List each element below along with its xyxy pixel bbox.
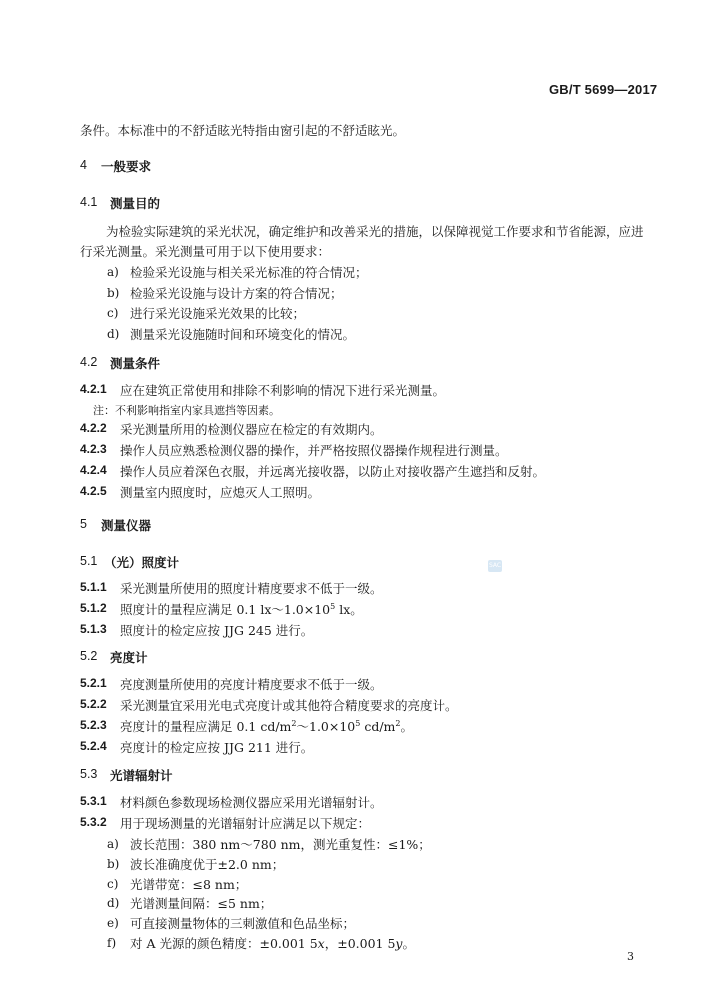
section-5-3-title: 光谱辐射计 <box>110 768 173 783</box>
clause-5-1-3-number: 5.1.3 <box>80 622 107 636</box>
list-item-5-3-c: 光谱带宽：≤8 nm； <box>130 877 248 892</box>
intro-continuation: 条件。本标准中的不舒适眩光特指由窗引起的不舒适眩光。 <box>80 123 406 138</box>
clause-5-2-2-number: 5.2.2 <box>80 697 107 711</box>
list-item-5-3-f-marker: f) <box>107 936 117 950</box>
list-item-5-3-a-marker: a) <box>107 837 119 851</box>
section-5-1-title: （光）照度计 <box>104 555 180 570</box>
clause-5-3-1-number: 5.3.1 <box>80 794 107 808</box>
clause-5-1-1-number: 5.1.1 <box>80 580 107 594</box>
section-5-number: 5 <box>80 517 87 531</box>
clause-5-1-1-text: 采光测量所使用的照度计精度要求不低于一级。 <box>120 581 383 596</box>
list-item-5-3-d-marker: d) <box>107 896 120 910</box>
list-item-5-3-b-marker: b) <box>107 857 120 871</box>
clause-5-3-2-number: 5.3.2 <box>80 815 107 829</box>
list-item-4-1-a-marker: a) <box>107 265 119 279</box>
list-item-5-3-e-marker: e) <box>107 916 119 930</box>
list-item-4-1-a: 检验采光设施与相关采光标准的符合情况； <box>130 265 368 280</box>
list-item-5-3-b: 波长准确度优于±2.0 nm； <box>130 857 285 872</box>
clause-4-2-2-number: 4.2.2 <box>80 421 107 435</box>
clause-4-2-5-text: 测量室内照度时，应熄灭人工照明。 <box>120 485 321 500</box>
list-item-4-1-c: 进行采光设施采光效果的比较； <box>130 306 306 321</box>
clause-4-2-2-text: 采光测量所用的检测仪器应在检定的有效期内。 <box>120 422 383 437</box>
clause-5-1-2-text: 照度计的量程应满足 0.1 $lx\sim 1.0\times 10^5$ lx。 <box>120 601 363 617</box>
clause-4-2-4-text: 操作人员应着深色衣服，并远离光接收器，以防止对接收器产生遮挡和反射。 <box>120 464 546 479</box>
section-5-3-number: 5.3 <box>80 767 98 781</box>
list-item-4-1-d-marker: d) <box>107 327 120 341</box>
list-item-5-3-a: 波长范围：380 nm～780 nm，测光重复性：≤1%； <box>130 837 431 852</box>
section-5-1-number: 5.1 <box>80 554 98 568</box>
section-5-2-number: 5.2 <box>80 649 98 663</box>
clause-4-2-4-number: 4.2.4 <box>80 463 107 477</box>
clause-5-3-2-text: 用于现场测量的光谱辐射计应满足以下规定： <box>120 816 371 831</box>
section-4-2-title: 测量条件 <box>110 356 161 371</box>
clause-4-2-5-number: 4.2.5 <box>80 484 107 498</box>
clause-5-2-1-number: 5.2.1 <box>80 676 107 690</box>
list-item-5-3-d: 光谱测量间隔：≤5 nm； <box>130 896 273 911</box>
section-5-title: 测量仪器 <box>101 518 152 533</box>
section-5-2-title: 亮度计 <box>110 650 148 665</box>
standard-number-header: GB/T 5699—2017 <box>549 82 658 97</box>
list-item-4-1-d: 测量采光设施随时间和环境变化的情况。 <box>130 327 356 342</box>
list-item-5-3-e: 可直接测量物体的三刺激值和色品坐标； <box>130 916 356 931</box>
section-4-title: 一般要求 <box>101 159 152 174</box>
clause-5-1-2-number: 5.1.2 <box>80 601 107 615</box>
section-4-1-number: 4.1 <box>80 195 98 209</box>
list-item-4-1-c-marker: c) <box>107 306 119 320</box>
clause-5-2-3-text: 亮度计的量程应满足 0.1 $cd/m^2\sim 1.0\times 10^5$ $cd/m^2$。 <box>120 718 414 734</box>
section-4-number: 4 <box>80 158 87 172</box>
list-item-4-1-b-marker: b) <box>107 286 120 300</box>
clause-4-2-3-text: 操作人员应熟悉检测仪器的操作，并严格按照仪器操作规程进行测量。 <box>120 443 508 458</box>
clause-5-2-4-number: 5.2.4 <box>80 739 107 753</box>
clause-5-2-2-text: 采光测量宜采用光电式亮度计或其他符合精度要求的亮度计。 <box>120 698 458 713</box>
clause-5-2-3-number: 5.2.3 <box>80 718 107 732</box>
clause-5-2-4-text: 亮度计的检定应按 JJG 211 进行。 <box>120 740 314 755</box>
clause-4-2-3-number: 4.2.3 <box>80 442 107 456</box>
clause-5-3-1-text: 材料颜色参数现场检测仪器应采用光谱辐射计。 <box>120 795 383 810</box>
watermark-logo: SAC <box>488 560 502 572</box>
clause-4-2-1-text: 应在建筑正常使用和排除不利影响的情况下进行采光测量。 <box>120 383 446 398</box>
section-4-1-title: 测量目的 <box>110 196 161 211</box>
list-item-4-1-b: 检验采光设施与设计方案的符合情况； <box>130 286 343 301</box>
clause-4-2-1-number: 4.2.1 <box>80 382 107 396</box>
section-4-1-paragraph-line-2: 行采光测量。采光测量可用于以下使用要求： <box>80 244 331 259</box>
list-item-5-3-c-marker: c) <box>107 877 119 891</box>
clause-5-2-1-text: 亮度测量所使用的亮度计精度要求不低于一级。 <box>120 677 383 692</box>
section-4-1-paragraph-line-1: 为检验实际建筑的采光状况，确定维护和改善采光的措施，以保障视觉工作要求和节省能源，应进 <box>106 224 644 239</box>
list-item-5-3-f: 对 A 光源的颜色精度：±0.001 5x，±0.001 5y。 <box>130 936 415 951</box>
clause-5-1-3-text: 照度计的检定应按 JJG 245 进行。 <box>120 623 314 638</box>
page-number: 3 <box>627 950 634 963</box>
section-4-2-number: 4.2 <box>80 355 98 369</box>
clause-4-2-1-note: 注：不利影响指室内家具遮挡等因素。 <box>93 404 280 417</box>
